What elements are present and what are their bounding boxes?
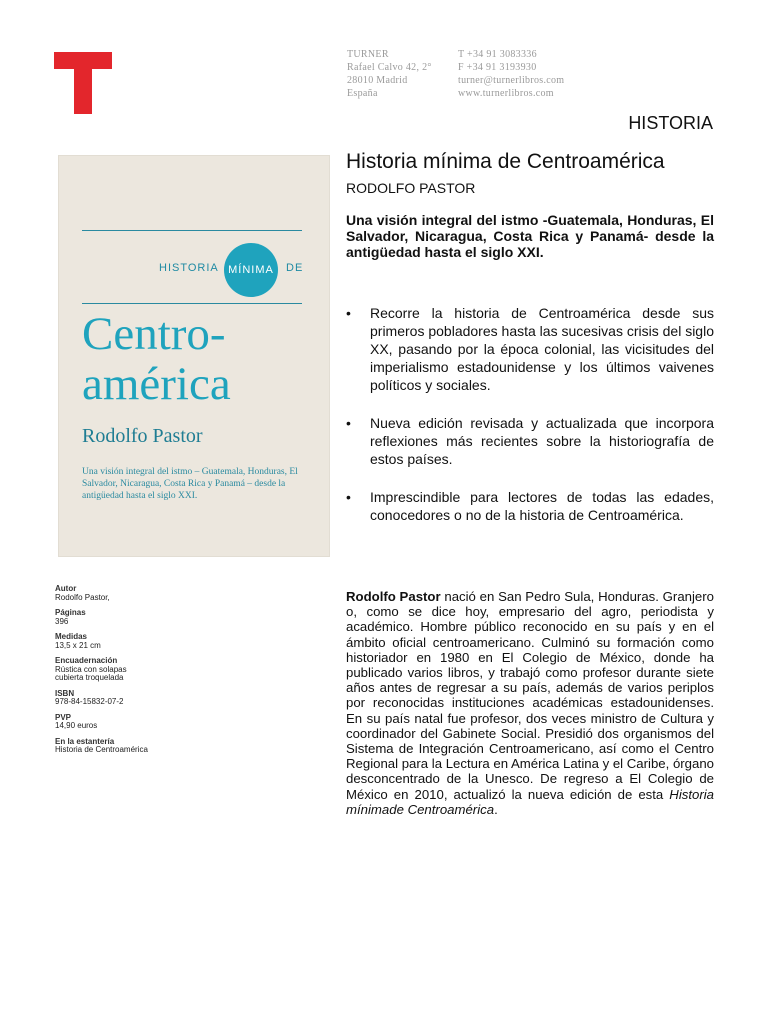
book-specs (55, 585, 205, 762)
spec-value: Rústica con solapas cubierta troquelada (55, 664, 127, 682)
spec-item (55, 690, 205, 707)
section-label: HISTORIA (628, 113, 713, 133)
turner-logo (54, 52, 112, 114)
spec-value: 396 (55, 616, 69, 626)
email-link[interactable]: turner@turnerlibros.com (458, 75, 565, 86)
cover-blurb: Una visión integral del istmo – Guatemala, Honduras, El Salvador, Nicaragua, Costa Rica y Panamá – desde la antigüedad hasta el siglo XXI. (82, 467, 298, 501)
spec-value: Rodolfo Pastor, (55, 592, 110, 602)
publisher-address (347, 48, 432, 100)
cover-rule-top (82, 230, 302, 231)
bullet-icon: • (346, 305, 351, 321)
spec-item (55, 657, 205, 683)
spec-item (55, 714, 205, 731)
cover-circle (224, 243, 278, 297)
list-item-text: Recorre la historia de Centroamérica desde sus primeros pobladores hasta las sucesivas crisis del siglo XX, pasando por la época colonial, las vicisitudes del imperialismo estadounidense y los últimos vaivenes políticos y sociales. (370, 305, 714, 393)
logo-stem (74, 52, 92, 114)
list-item (346, 414, 714, 468)
spec-label: PVP (55, 712, 72, 722)
bio-name: Rodolfo Pastor (346, 589, 441, 604)
spec-label: Medidas (55, 632, 88, 641)
spec-label: ISBN (55, 688, 75, 698)
cover-word-historia: HISTORIA (159, 262, 219, 274)
cover-word-minima: MÍNIMA (228, 264, 274, 276)
cover-title-line: Centro- (82, 308, 226, 360)
list-item (346, 304, 714, 394)
spec-label: Encuadernación (55, 656, 118, 665)
cover-title-line: américa (82, 358, 231, 410)
address-line: TURNER (347, 49, 389, 60)
book-title: Historia mínima de Centroamérica (346, 150, 665, 173)
author-bio (346, 589, 714, 817)
spec-label: Autor (55, 584, 77, 593)
spec-item (55, 585, 205, 602)
website-link[interactable]: www.turnerlibros.com (458, 88, 554, 99)
bio-end: . (494, 801, 498, 817)
spec-value: 978-84-15832-07-2 (55, 697, 124, 706)
spec-label: Páginas (55, 608, 86, 617)
phone: T +34 91 3083336 (458, 49, 537, 60)
bullet-icon: • (346, 415, 351, 431)
spec-label: En la estantería (55, 736, 115, 746)
spec-value: 14,90 euros (55, 721, 98, 730)
address-line: Rafael Calvo 42, 2° (347, 62, 432, 73)
cover-rule-bottom (82, 303, 302, 304)
cover-author: Rodolfo Pastor (82, 425, 203, 447)
feature-list (346, 304, 714, 544)
cover-title (82, 309, 231, 409)
cover-word-de: DE (286, 262, 304, 274)
list-item-text: Imprescindible para lectores de todas las edades, conocedores o no de la historia de Centroamérica. (370, 489, 714, 523)
book-cover (58, 155, 330, 557)
bio-text: nació en San Pedro Sula, Honduras. Granjero o, como se dice hoy, empresario del agro, periodista y académico. Hombre público reconocido en su país y en el ámbito oficial centroamericano. Culminó su formación como historiador en 1980 en El Colegio de México, donde ha publicado varios libros, y trabajó como profesor durante siete años antes de regresar a su país, además de varios periplos por reconocidas instituciones académicas estadounidenses. En su país natal fue profesor, dos veces ministro de Cultura y coordinador del Gabinete Social. Presidió dos organismos del Sistema de Integración Centroamericano, así como el Centro Regional para la Lectura en América Latina y el Caribe, órgano desconcentrado de la Unesco. De regreso a El Colegio de México en 2010, actualizó la nueva edición de esta (346, 589, 715, 802)
spec-item (55, 633, 205, 650)
book-lead: Una visión integral del istmo -Guatemala, Honduras, El Salvador, Nicaragua, Costa Rica y Panamá- desde la antigüedad hasta el siglo XXI. (346, 212, 714, 260)
list-item (346, 488, 714, 524)
publisher-contact (458, 48, 564, 100)
spec-value: Historia de Centroamérica (55, 745, 148, 754)
bullet-icon: • (346, 489, 351, 505)
spec-item (55, 738, 205, 755)
bio-book-title: Historia mínimade Centroamérica (346, 786, 714, 817)
fax: F +34 91 3193930 (458, 62, 537, 73)
address-line: España (347, 88, 378, 99)
list-item-text: Nueva edición revisada y actualizada que incorpora reflexiones más recientes sobre la historiografía de estos países. (370, 415, 714, 467)
spec-value: 13,5 x 21 cm (55, 640, 101, 650)
book-author: RODOLFO PASTOR (346, 180, 476, 196)
spec-item (55, 609, 205, 626)
address-line: 28010 Madrid (347, 75, 408, 86)
